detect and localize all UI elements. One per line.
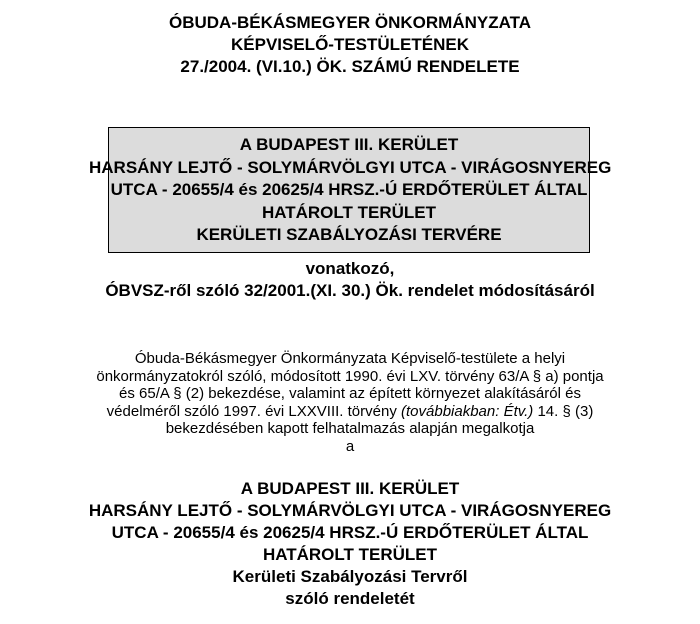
title-line-2: HARSÁNY LEJTŐ - SOLYMÁRVÖLGYI UTCA - VIRÁGOSNYEREG <box>89 157 612 177</box>
preamble-paragraph <box>0 350 700 455</box>
enacted-line-6: szóló rendeletét <box>285 589 415 608</box>
enacted-line-5: Kerületi Szabályozási Tervről <box>232 567 468 586</box>
preamble-line-6: a <box>345 437 355 455</box>
subtitle-line-1: vonatkozó, <box>305 259 395 278</box>
title-line-4: HATÁROLT TERÜLET <box>261 202 437 222</box>
subtitle-line-2: ÓBVSZ-ről szóló 32/2001.(XI. 30.) Ök. rendelet módosításáról <box>105 281 595 300</box>
title-line-5: KERÜLETI SZABÁLYOZÁSI TERVÉRE <box>196 225 502 244</box>
preamble-line-1: Óbuda-Békásmegyer Önkormányzata Képviselő-testülete a helyi <box>134 350 566 367</box>
preamble-line-5: bekezdésében kapott felhatalmazás alapján megalkotja <box>165 420 535 437</box>
decree-subtitle <box>0 258 700 302</box>
decree-header <box>0 12 700 78</box>
enacted-line-4: HATÁROLT TERÜLET <box>262 545 438 564</box>
preamble-line-4 <box>0 403 700 421</box>
enacted-decree-title <box>0 478 700 610</box>
preamble-line-4-end: 14. § (3) <box>533 402 594 420</box>
header-line-body: KÉPVISELŐ-TESTÜLETÉNEK <box>230 35 470 54</box>
header-line-decree-number: 27./2004. (VI.10.) ÖK. SZÁMÚ RENDELETE <box>180 57 520 76</box>
preamble-line-2: önkormányzatokról szóló, módosított 1990. évi LXV. törvény 63/A § a) pontja <box>96 367 604 385</box>
enacted-line-2: HARSÁNY LEJTŐ - SOLYMÁRVÖLGYI UTCA - VIRÁGOSNYEREG <box>88 501 612 520</box>
preamble-line-3: és 65/A § (2) bekezdése, valamint az épített környezet alakításáról és <box>119 385 581 402</box>
enacted-line-1: A BUDAPEST III. KERÜLET <box>240 479 460 498</box>
header-line-municipality: ÓBUDA-BÉKÁSMEGYER ÖNKORMÁNYZATA <box>168 13 532 32</box>
enacted-line-3: UTCA - 20655/4 és 20625/4 HRSZ.-Ú ERDŐTERÜLET ÁLTAL <box>111 523 589 542</box>
preamble-line-4-italic: (továbbiakban: Étv.) <box>401 402 534 420</box>
preamble-line-4-start: védelméről szóló 1997. évi LXXVIII. törvény <box>106 402 401 420</box>
title-line-1: A BUDAPEST III. KERÜLET <box>239 135 459 154</box>
title-line-3: UTCA - 20655/4 és 20625/4 HRSZ.-Ú ERDŐTERÜLET ÁLTAL <box>110 180 588 199</box>
decree-title-box <box>89 127 612 253</box>
